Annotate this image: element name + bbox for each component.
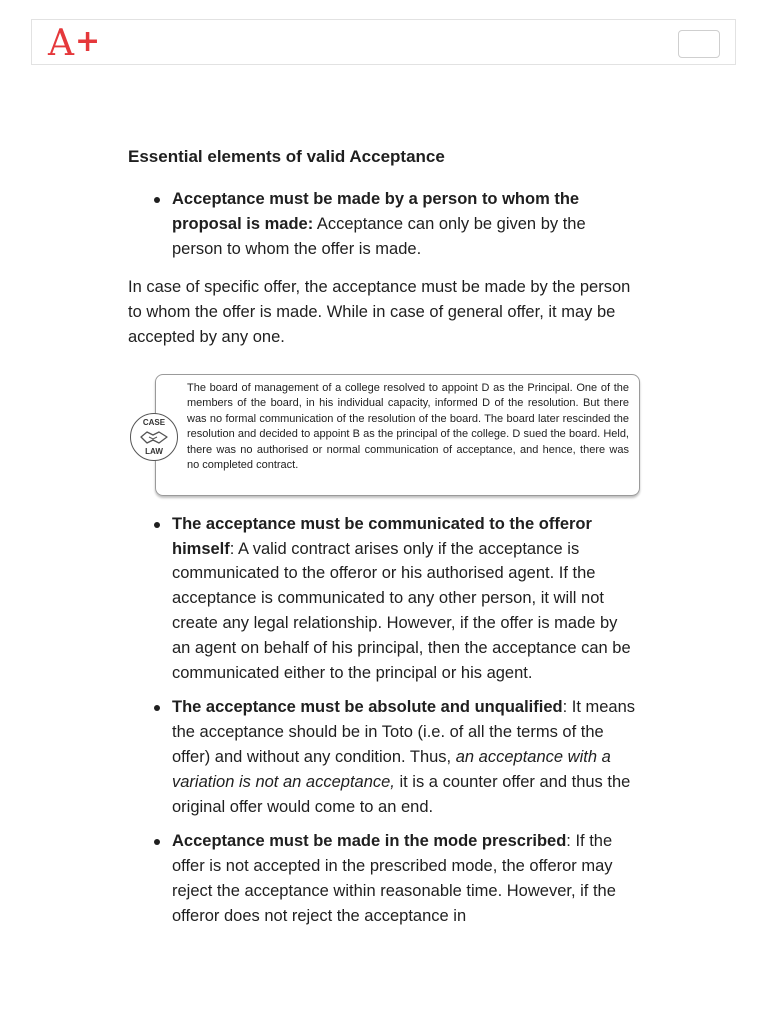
paragraph: In case of specific offer, the acceptance must be made by the person to whom the offer is made. While in case of general offer, it may be accepted by any one. — [128, 278, 631, 346]
bullet-heading: Acceptance must be made by a person to whom the proposal is made: — [172, 190, 580, 233]
top-bar — [31, 19, 736, 65]
bullet-list-2 — [128, 512, 640, 929]
logo-letter: A — [48, 23, 74, 64]
badge-top-text: CASE — [142, 417, 166, 427]
bullet-heading: Acceptance must be made in the mode prescribed — [172, 832, 567, 851]
article-content — [128, 145, 640, 939]
bullet-list-1 — [128, 187, 640, 261]
bullet-text: : If the offer is not accepted in the prescribed mode, the offeror may reject the acceptance within reasonable time. However, if the offeror does not reject the acceptance in — [172, 832, 616, 925]
list-item — [172, 829, 640, 928]
list-item — [172, 695, 640, 819]
bullet-text-end: it is a counter offer and thus the original offer would come to an end. — [172, 772, 631, 816]
badge-bottom-text: LAW — [145, 446, 163, 456]
bullet-heading: The acceptance must be communicated to the offeror himself — [172, 514, 592, 558]
case-law-box — [142, 374, 640, 496]
bullet-text: Acceptance can only be given by the person to whom the offer is made. — [172, 214, 586, 258]
bullet-text: : It means the acceptance should be in Toto (i.e. of all the terms of the offer) and without any condition. Thus, — [172, 698, 636, 766]
bullet-text: : A valid contract arises only if the acceptance is communicated to the offeror or his authorised agent. If the acceptance is communicated to any other person, it will not create any legal relationship. However, if the offer is made by an agent on behalf of his principal, then the acceptance can be communicated either to the principal or his agent. — [172, 539, 631, 682]
logo-plus: + — [75, 24, 101, 59]
case-law-badge — [130, 413, 178, 461]
site-logo[interactable] — [48, 24, 100, 66]
list-item — [172, 187, 640, 261]
section-title: Essential elements of valid Acceptance — [128, 147, 445, 166]
handshake-icon — [139, 428, 169, 446]
case-law-text: The board of management of a college resolved to appoint D as the Principal. One of the members of the board, in his individual capacity, informed D of the resolution. But there was no formal communication of the resolution of the board. The board later rescinded the resolution and decided to appoint B as the principal of the college. D sued the board. Held, there was no authorised or normal communication of acceptance, and hence, there was no completed contract. — [187, 381, 629, 472]
bullet-heading: The acceptance must be absolute and unqualified — [172, 698, 563, 717]
list-item — [172, 512, 640, 686]
menu-button[interactable] — [678, 30, 720, 58]
bullet-italic-text: an acceptance with a variation is not an acceptance, — [172, 747, 611, 791]
